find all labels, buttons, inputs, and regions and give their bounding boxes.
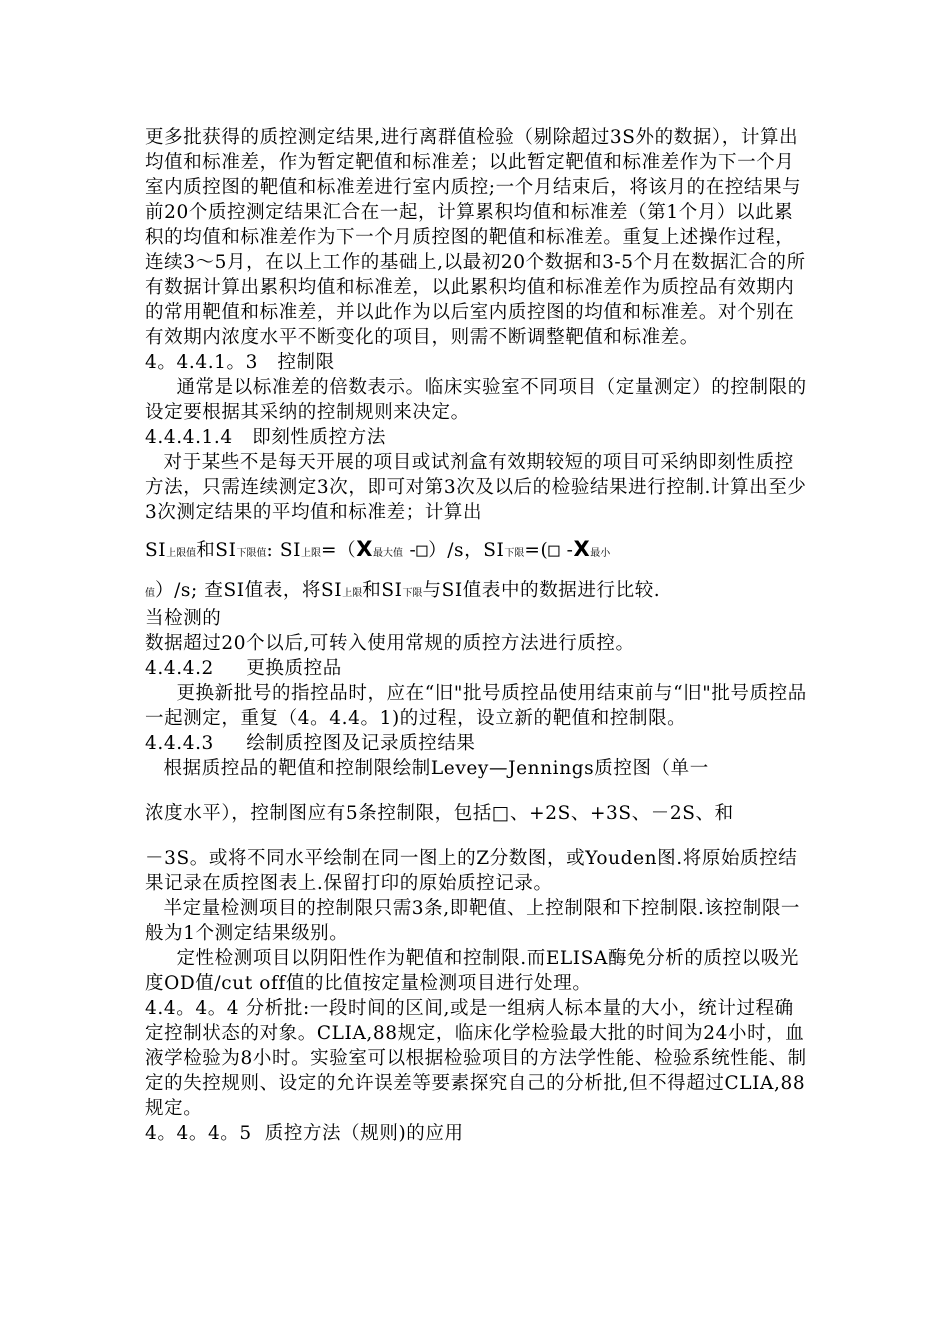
formula-si-label: SI — [483, 540, 505, 561]
formula-colon: : — [266, 540, 280, 561]
document-body — [145, 125, 810, 1146]
formula-si — [145, 537, 810, 566]
formula-eq-open: =（ — [321, 540, 357, 561]
paragraph-control-limits: 通常是以标准差的倍数表示。临床实验室不同项目（定量测定）的控制限的设定要根据其采纳的控制规则来决定。 — [145, 377, 807, 423]
paragraph-replace-qc: 更换新批号的指控品时，应在“旧"批号质控品使用结束前与“旧"批号质控品一起测定，重复（4。4.4。1)的过程，设立新的靶值和控制限。 — [145, 683, 807, 729]
formula-sub-upper-value: 上限值 — [166, 548, 197, 559]
paragraph-target-setup: 更多批获得的质控测定结果,进行离群值检验（剔除超过3S外的数据），计算出均值和标准差，作为暂定靶值和标准差；以此暂定靶值和标准差作为下一个月室内质控图的靶值和标准差进行室内质控;一个月结束后，将该月的在控结果与前20个质控测定结果汇合在一起，计算累积均值和标准差（第1个月）以此累积的均值和标准差作为下一个月质控图的靶值和标准差。重复上述操作过程，连续3～5月，在以上工作的基础上,以最初20个数据和3-5个月在数据汇合的所有数据计算出累积均值和标准差，以此累积均值和标准差作为质控品有效期内的常用靶值和标准差，并以此作为以后室内质控图的均值和标准差。对个别在有效期内浓度水平不断变化的项目，则需不断调整靶值和标准差。 — [145, 127, 806, 348]
formula-minus: - — [403, 540, 417, 561]
section-heading-control-limits: 4。4.4.1。3 控制限 — [145, 352, 335, 373]
paragraph-qc-chart-line2: 浓度水平），控制图应有5条控制限，包括□、+2S、+3S、－2S、和 — [145, 803, 734, 824]
paragraph-qualitative: 定性检测项目以阴阳性作为靶值和控制限.而ELISA酶免分析的质控以吸光度OD值/cut off值的比值按定量检测项目进行处理。 — [145, 948, 799, 994]
formula-si-label: SI — [279, 540, 301, 561]
paragraph-switch-routine: 数据超过20个以后,可转入使用常规的质控方法进行质控。 — [145, 633, 635, 654]
formula-si-continued — [145, 578, 810, 606]
formula-minus: - — [560, 540, 574, 561]
formula-line-3: 当检测的 — [145, 608, 222, 629]
formula-si-label: SI — [145, 540, 167, 561]
section-heading-qc-chart: 4.4.4.3 绘制质控图及记录质控结果 — [145, 733, 476, 754]
section-heading-immediate-qc: 4.4.4.1.4 即刻性质控方法 — [145, 427, 386, 448]
formula-sub-min-a: 最小 — [590, 548, 611, 559]
formula-si-label: SI — [215, 540, 237, 561]
formula-and: 和 — [196, 540, 216, 561]
section-heading-replace-qc: 4.4.4.2 更换质控品 — [145, 658, 342, 679]
paragraph-analytical-run: 4.4。4。4 分析批:一段时间的区间,或是一组病人标本量的大小，统计过程确定控制状态的对象。CLIA,88规定，临床化学检验最大批的时间为24小时，血液学检验为8小时。实验室可以根据检验项目的方法学性能、检验系统性能、制定的失控规则、设定的允许误差等要素探究自己的分析批,但不得超过CLIA,88规定。 — [145, 998, 807, 1119]
formula-tail2: 与SI值表中的数据进行比较. — [422, 580, 661, 601]
mean-symbol-icon: □ — [548, 540, 561, 561]
formula-sub-max: 最大值 — [373, 548, 403, 559]
formula-close-div: ）/s， — [428, 540, 484, 561]
formula-x: X — [356, 537, 373, 561]
section-heading-qc-rules: 4。4。4。5 质控方法（规则)的应用 — [145, 1123, 464, 1144]
paragraph-qc-chart-line3: －3S。或将不同水平绘制在同一图上的Z分数图，或Youden图.将原始质控结果记录在质控图表上.保留打印的原始质控记录。 — [145, 848, 798, 894]
mean-symbol-icon: □ — [416, 540, 429, 561]
paragraph-immediate-qc: 对于某些不是每天开展的项目或试剂盒有效期较短的项目可采纳即刻性质控方法，只需连续测定3次，即可对第3次及以后的检验结果进行控制.计算出至少3次测定结果的平均值和标准差；计算出 — [145, 452, 807, 523]
formula-sub-upper: 上限 — [301, 548, 321, 559]
formula-and2: 和SI — [362, 580, 403, 601]
paragraph-semi-quantitative: 半定量检测项目的控制限只需3条,即靶值、上控制限和下控制限.该控制限一般为1个测定结果级别。 — [145, 898, 801, 944]
formula-sub-upper: 上限 — [342, 588, 363, 599]
formula-x: X — [573, 537, 591, 561]
formula-tail: ）/s; 查SI值表，将SI — [155, 580, 343, 601]
formula-eq-paren: =( — [524, 540, 549, 561]
paragraph-qc-chart-line1: 根据质控品的靶值和控制限绘制Levey—Jennings质控图（单一 — [163, 758, 709, 779]
formula-sub-lower: 下限 — [402, 588, 423, 599]
formula-sub-min-b: 值 — [145, 588, 155, 599]
formula-sub-lower: 下限 — [504, 548, 525, 559]
formula-sub-lower-value: 下限值 — [236, 548, 267, 559]
